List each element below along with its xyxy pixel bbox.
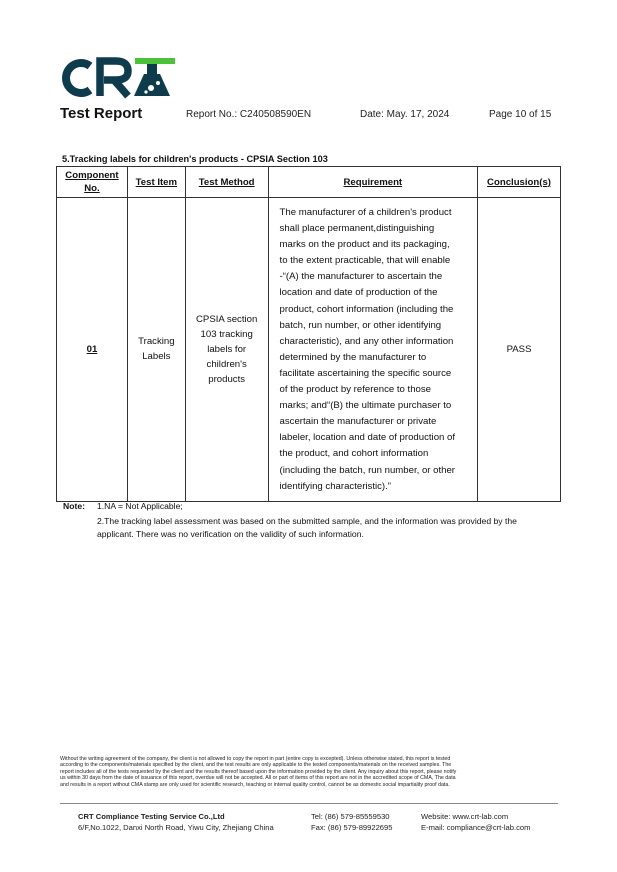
- footer-company: [78, 812, 274, 833]
- table-header-row: [57, 167, 561, 198]
- page-number: Page 10 of 15: [489, 109, 552, 120]
- report-title: Test Report: [60, 105, 143, 122]
- report-date: Date: May. 17, 2024: [360, 109, 450, 120]
- website-link[interactable]: Website: www.crt-lab.com: [421, 812, 509, 821]
- cell-requirement: The manufacturer of a children's product shall place permanent,distinguishing marks on the product and its packaging, to the extent practicable, that will enable -“(A) the manufacturer to ascertain the location and date of production of the product, cohort information (including the batch, run number, or other identifying characteristic), and any other information determined by the manufacturer to facilitate ascertaining the specific source of the product by reference to those marks; and“(B) the ultimate purchaser to ascertain the manufacturer or private labeler, location and date of production of the product, and cohort information (including the batch, run number, or other identifying characteristic).”: [268, 198, 478, 502]
- cell-test-method: CPSIA section 103 tracking labels for children's products: [185, 198, 268, 502]
- company-address: 6/F,No.1022, Danxi North Road, Yiwu City, Zhejiang China: [78, 822, 274, 832]
- footer-divider: [60, 803, 558, 804]
- note-line-3: applicant. There was no verification on the validity of such information.: [97, 529, 364, 539]
- email-link[interactable]: E-mail: compliance@crt-lab.com: [421, 822, 531, 832]
- report-number: Report No.: C240508590EN: [186, 109, 312, 120]
- telephone: Tel: (86) 579-85559530: [311, 812, 390, 821]
- cell-component-no: 01: [57, 198, 128, 502]
- footer-phone: [311, 812, 392, 833]
- header-requirement: Requirement: [268, 167, 478, 198]
- cell-test-item: Tracking Labels: [127, 198, 185, 502]
- note-line-1: 1.NA = Not Applicable;: [97, 501, 183, 511]
- header-conclusion: Conclusion(s): [478, 167, 561, 198]
- fax: Fax: (86) 579-89922695: [311, 822, 393, 832]
- table-row: [57, 198, 561, 502]
- note-line-2: 2.The tracking label assessment was based on the submitted sample, and the information was provided by the: [97, 516, 517, 526]
- header-test-method: Test Method: [185, 167, 268, 198]
- note-label: Note:: [63, 501, 85, 511]
- disclaimer: Without the writing agreement of the company, the client is not allowed to copy the report in part (entire copy is excepted). Unless otherwise stated, this report is tested according to the components/materials specified by the client, and the test results are only applicable to the tested components/materials on the received samples. The report includes all of the tests requested by the client and the results thereof based upon the information provided by the client. Any inquiry about this report, please notify us within 30 days from the date of issuance of this report, overdue will not be accepted. All or part of items of this report are not in the accredited scope of CMA, The data and results in a report without CMA stamp are only used for scientific research, teaching or internal quality control, cannot be as domestic social impartiality proof data.: [60, 756, 457, 788]
- footer-web: [421, 812, 530, 833]
- header-component-no: Component No.: [57, 167, 128, 198]
- section-title: 5.Tracking labels for children's products - CPSIA Section 103: [62, 154, 328, 164]
- results-table: [56, 166, 561, 502]
- company-name: CRT Compliance Testing Service Co.,Ltd: [78, 812, 225, 821]
- crt-logo: [58, 56, 178, 100]
- header-test-item: Test Item: [127, 167, 185, 198]
- cell-conclusion: PASS: [478, 198, 561, 502]
